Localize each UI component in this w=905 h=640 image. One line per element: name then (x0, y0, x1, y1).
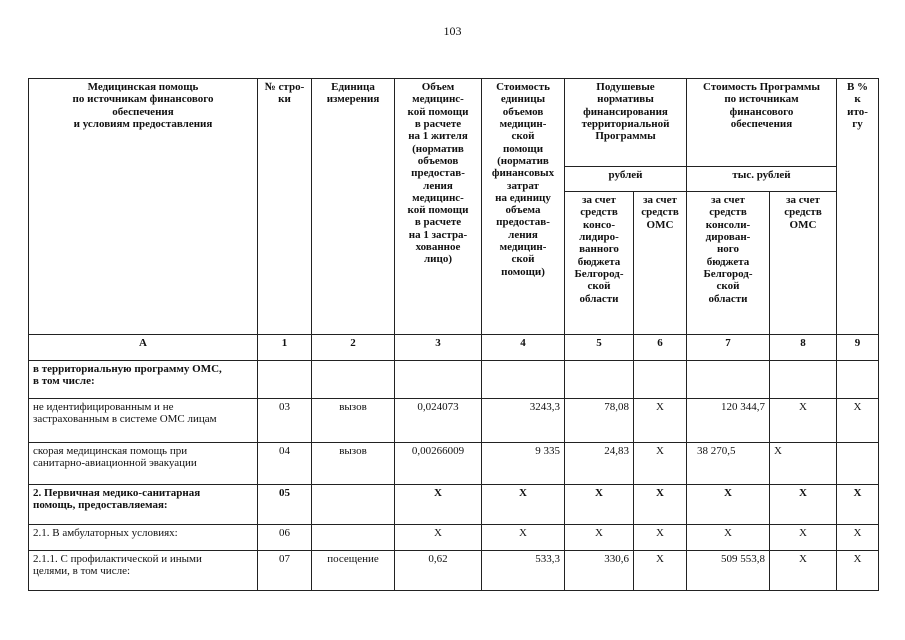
header-program-cost (687, 79, 837, 167)
row-line: 03 (258, 399, 312, 443)
row-unit: вызов (312, 399, 395, 443)
row-c9: X (837, 525, 879, 551)
header-unit-text: Единица измерения (326, 81, 380, 106)
header-col8-oms (770, 192, 837, 335)
row-unit (312, 361, 395, 399)
row-line: 07 (258, 551, 312, 591)
header-per-capita (565, 79, 687, 167)
row-name (29, 361, 258, 399)
header-per-capita-text: Подушевые нормативы финансирования территориальной Программы (581, 81, 670, 143)
row-c6 (634, 361, 687, 399)
table-row (29, 551, 879, 591)
header-unit (312, 79, 395, 335)
row-c5 (565, 361, 634, 399)
row-name-text: 2. Первичная медико-санитарная помощь, предоставляемая: (33, 487, 201, 512)
row-c5: 78,08 (565, 399, 634, 443)
row-c7: X (687, 525, 770, 551)
col-num-a: А (29, 335, 258, 361)
row-c7: 120 344,7 (687, 399, 770, 443)
row-c6: X (634, 551, 687, 591)
col-num-2: 2 (312, 335, 395, 361)
header-col6-oms-text: за счет средств ОМС (641, 194, 679, 231)
row-c8: X (770, 525, 837, 551)
row-name (29, 399, 258, 443)
row-name (29, 551, 258, 591)
row-line: 06 (258, 525, 312, 551)
row-c3: 0,00266009 (395, 443, 482, 485)
header-col8-oms-text: за счет средств ОМС (784, 194, 822, 231)
col-num-6: 6 (634, 335, 687, 361)
header-volume (395, 79, 482, 335)
row-c6: X (634, 443, 687, 485)
row-c5: X (565, 485, 634, 525)
row-name-text: 2.1.1. С профилактической и иными целями, в том числе: (33, 553, 202, 578)
header-line-number-text: № стро- ки (264, 81, 305, 106)
header-col5-budget-text: за счет средств консо- лидиро- ванного бюджета Белгород- ской области (574, 194, 624, 305)
row-c3 (395, 361, 482, 399)
header-col6-oms (634, 192, 687, 335)
row-unit: вызов (312, 443, 395, 485)
row-c8: X (770, 443, 837, 485)
table-row (29, 525, 879, 551)
row-c4: 533,3 (482, 551, 565, 591)
row-c7: X (687, 485, 770, 525)
row-c5: 24,83 (565, 443, 634, 485)
row-c6: X (634, 485, 687, 525)
header-program-cost-text: Стоимость Программы по источникам финансового обеспечения (703, 81, 820, 130)
column-number-row (29, 335, 879, 361)
row-c8: X (770, 399, 837, 443)
row-line (258, 361, 312, 399)
row-c4: 9 335 (482, 443, 565, 485)
row-c9 (837, 443, 879, 485)
header-medical-care-text: Медицинская помощь по источникам финансового обеспечения и условиям предоставления (72, 81, 214, 130)
row-name-text: скорая медицинская помощь при санитарно-авиационной эвакуации (33, 445, 197, 470)
row-name (29, 485, 258, 525)
header-volume-text: Объем медицинс- кой помощи в расчете на 1 жителя (норматив объемов предостав- ления медицинс- кой помощи в расчете на 1 застра- хованное лицо) (407, 81, 469, 266)
row-unit (312, 525, 395, 551)
page-number: 103 (443, 24, 462, 38)
col-num-8: 8 (770, 335, 837, 361)
header-percent (837, 79, 879, 335)
row-unit (312, 485, 395, 525)
row-c6: X (634, 399, 687, 443)
row-c7: 38 270,5 (687, 443, 770, 485)
row-c8: X (770, 551, 837, 591)
row-line: 05 (258, 485, 312, 525)
col-num-5: 5 (565, 335, 634, 361)
row-line: 04 (258, 443, 312, 485)
row-c3: X (395, 485, 482, 525)
header-line-number (258, 79, 312, 335)
row-c4: X (482, 485, 565, 525)
col-num-9: 9 (837, 335, 879, 361)
row-name-text: не идентифицированным и не застрахованным в системе ОМС лицам (33, 401, 217, 426)
row-c9: X (837, 551, 879, 591)
header-percent-text: В % к ито- гу (846, 81, 869, 130)
row-c3: 0,024073 (395, 399, 482, 443)
header-unit-cost (482, 79, 565, 335)
row-c4: X (482, 525, 565, 551)
row-unit: посещение (312, 551, 395, 591)
col-num-1: 1 (258, 335, 312, 361)
header-col5-budget (565, 192, 634, 335)
row-name: 2.1. В амбулаторных условиях: (29, 525, 258, 551)
header-col7-budget-text: за счет средств консоли- дирован- ного бюджета Белгород- ской области (703, 194, 753, 305)
row-c3: X (395, 525, 482, 551)
row-name-text: в территориальную программу ОМС, в том числе: (33, 363, 222, 388)
row-c3: 0,62 (395, 551, 482, 591)
header-unit-cost-text: Стоимость единицы объемов медицин- ской помощи (норматив финансовых затрат на единицу объема предостав- ления медицин- ской помощи) (491, 81, 555, 278)
col-num-7: 7 (687, 335, 770, 361)
row-c4 (482, 361, 565, 399)
row-c7 (687, 361, 770, 399)
row-c8: X (770, 485, 837, 525)
col-num-3: 3 (395, 335, 482, 361)
table-row (29, 485, 879, 525)
header-row-1 (29, 79, 879, 167)
header-col7-budget (687, 192, 770, 335)
table-row (29, 443, 879, 485)
row-c4: 3243,3 (482, 399, 565, 443)
table-row (29, 361, 879, 399)
row-c5: 330,6 (565, 551, 634, 591)
row-c7: 509 553,8 (687, 551, 770, 591)
row-name (29, 443, 258, 485)
table-row (29, 399, 879, 443)
header-rubles: рублей (565, 167, 687, 192)
row-c5: X (565, 525, 634, 551)
financing-table (28, 78, 879, 591)
header-thousand-rubles: тыс. рублей (687, 167, 837, 192)
row-c9: X (837, 485, 879, 525)
header-medical-care (29, 79, 258, 335)
row-c6: X (634, 525, 687, 551)
col-num-4: 4 (482, 335, 565, 361)
row-c9 (837, 361, 879, 399)
row-c8 (770, 361, 837, 399)
row-c9: X (837, 399, 879, 443)
